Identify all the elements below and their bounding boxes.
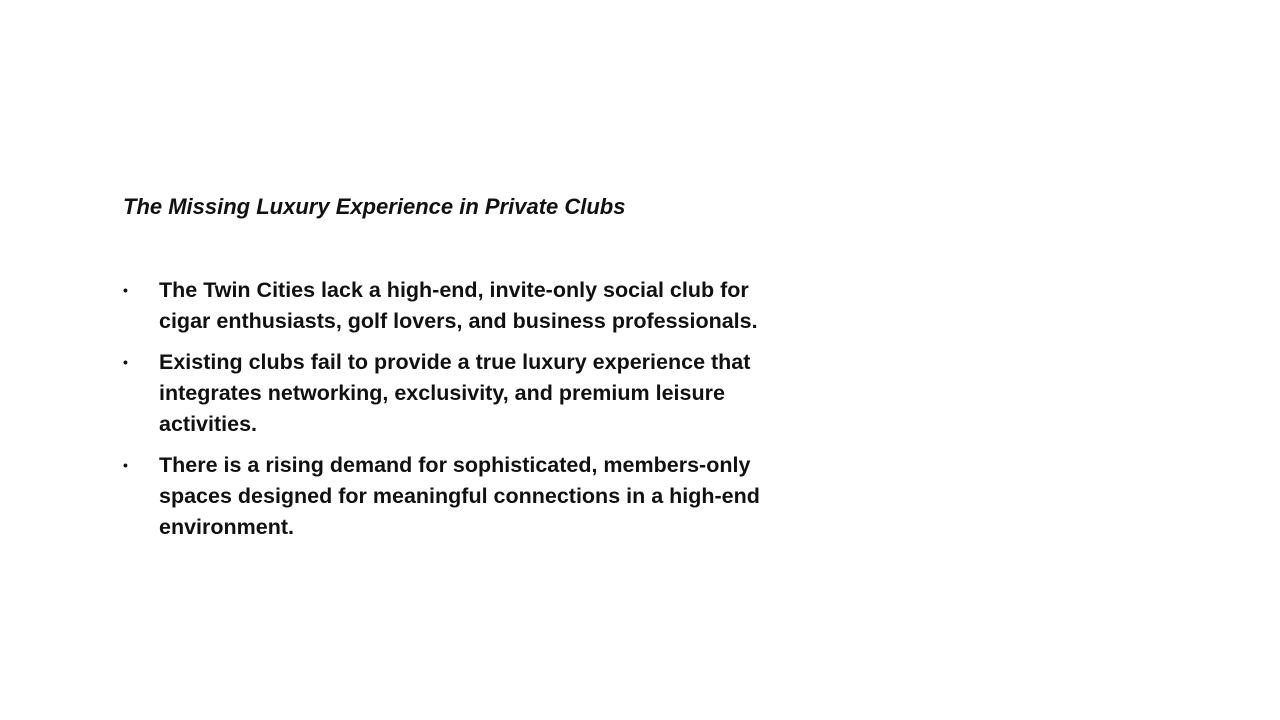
bullet-item xyxy=(123,275,803,337)
bullet-text: There is a rising demand for sophisticated, members-only spaces designed for meaningful connections in a high-end environment. xyxy=(159,453,760,539)
bullet-text: The Twin Cities lack a high-end, invite-only social club for cigar enthusiasts, golf lovers, and business professionals. xyxy=(159,278,758,333)
bullet-dot-icon: • xyxy=(123,457,128,473)
bullet-list xyxy=(123,275,803,553)
slide-title: The Missing Luxury Experience in Private Clubs xyxy=(123,194,626,219)
bullet-dot-icon: • xyxy=(123,282,128,298)
bullet-item xyxy=(123,450,803,543)
bullet-item xyxy=(123,347,803,440)
bullet-dot-icon: • xyxy=(123,354,128,370)
bullet-text: Existing clubs fail to provide a true luxury experience that integrates networking, exclusivity, and premium leisure activities. xyxy=(159,350,751,436)
